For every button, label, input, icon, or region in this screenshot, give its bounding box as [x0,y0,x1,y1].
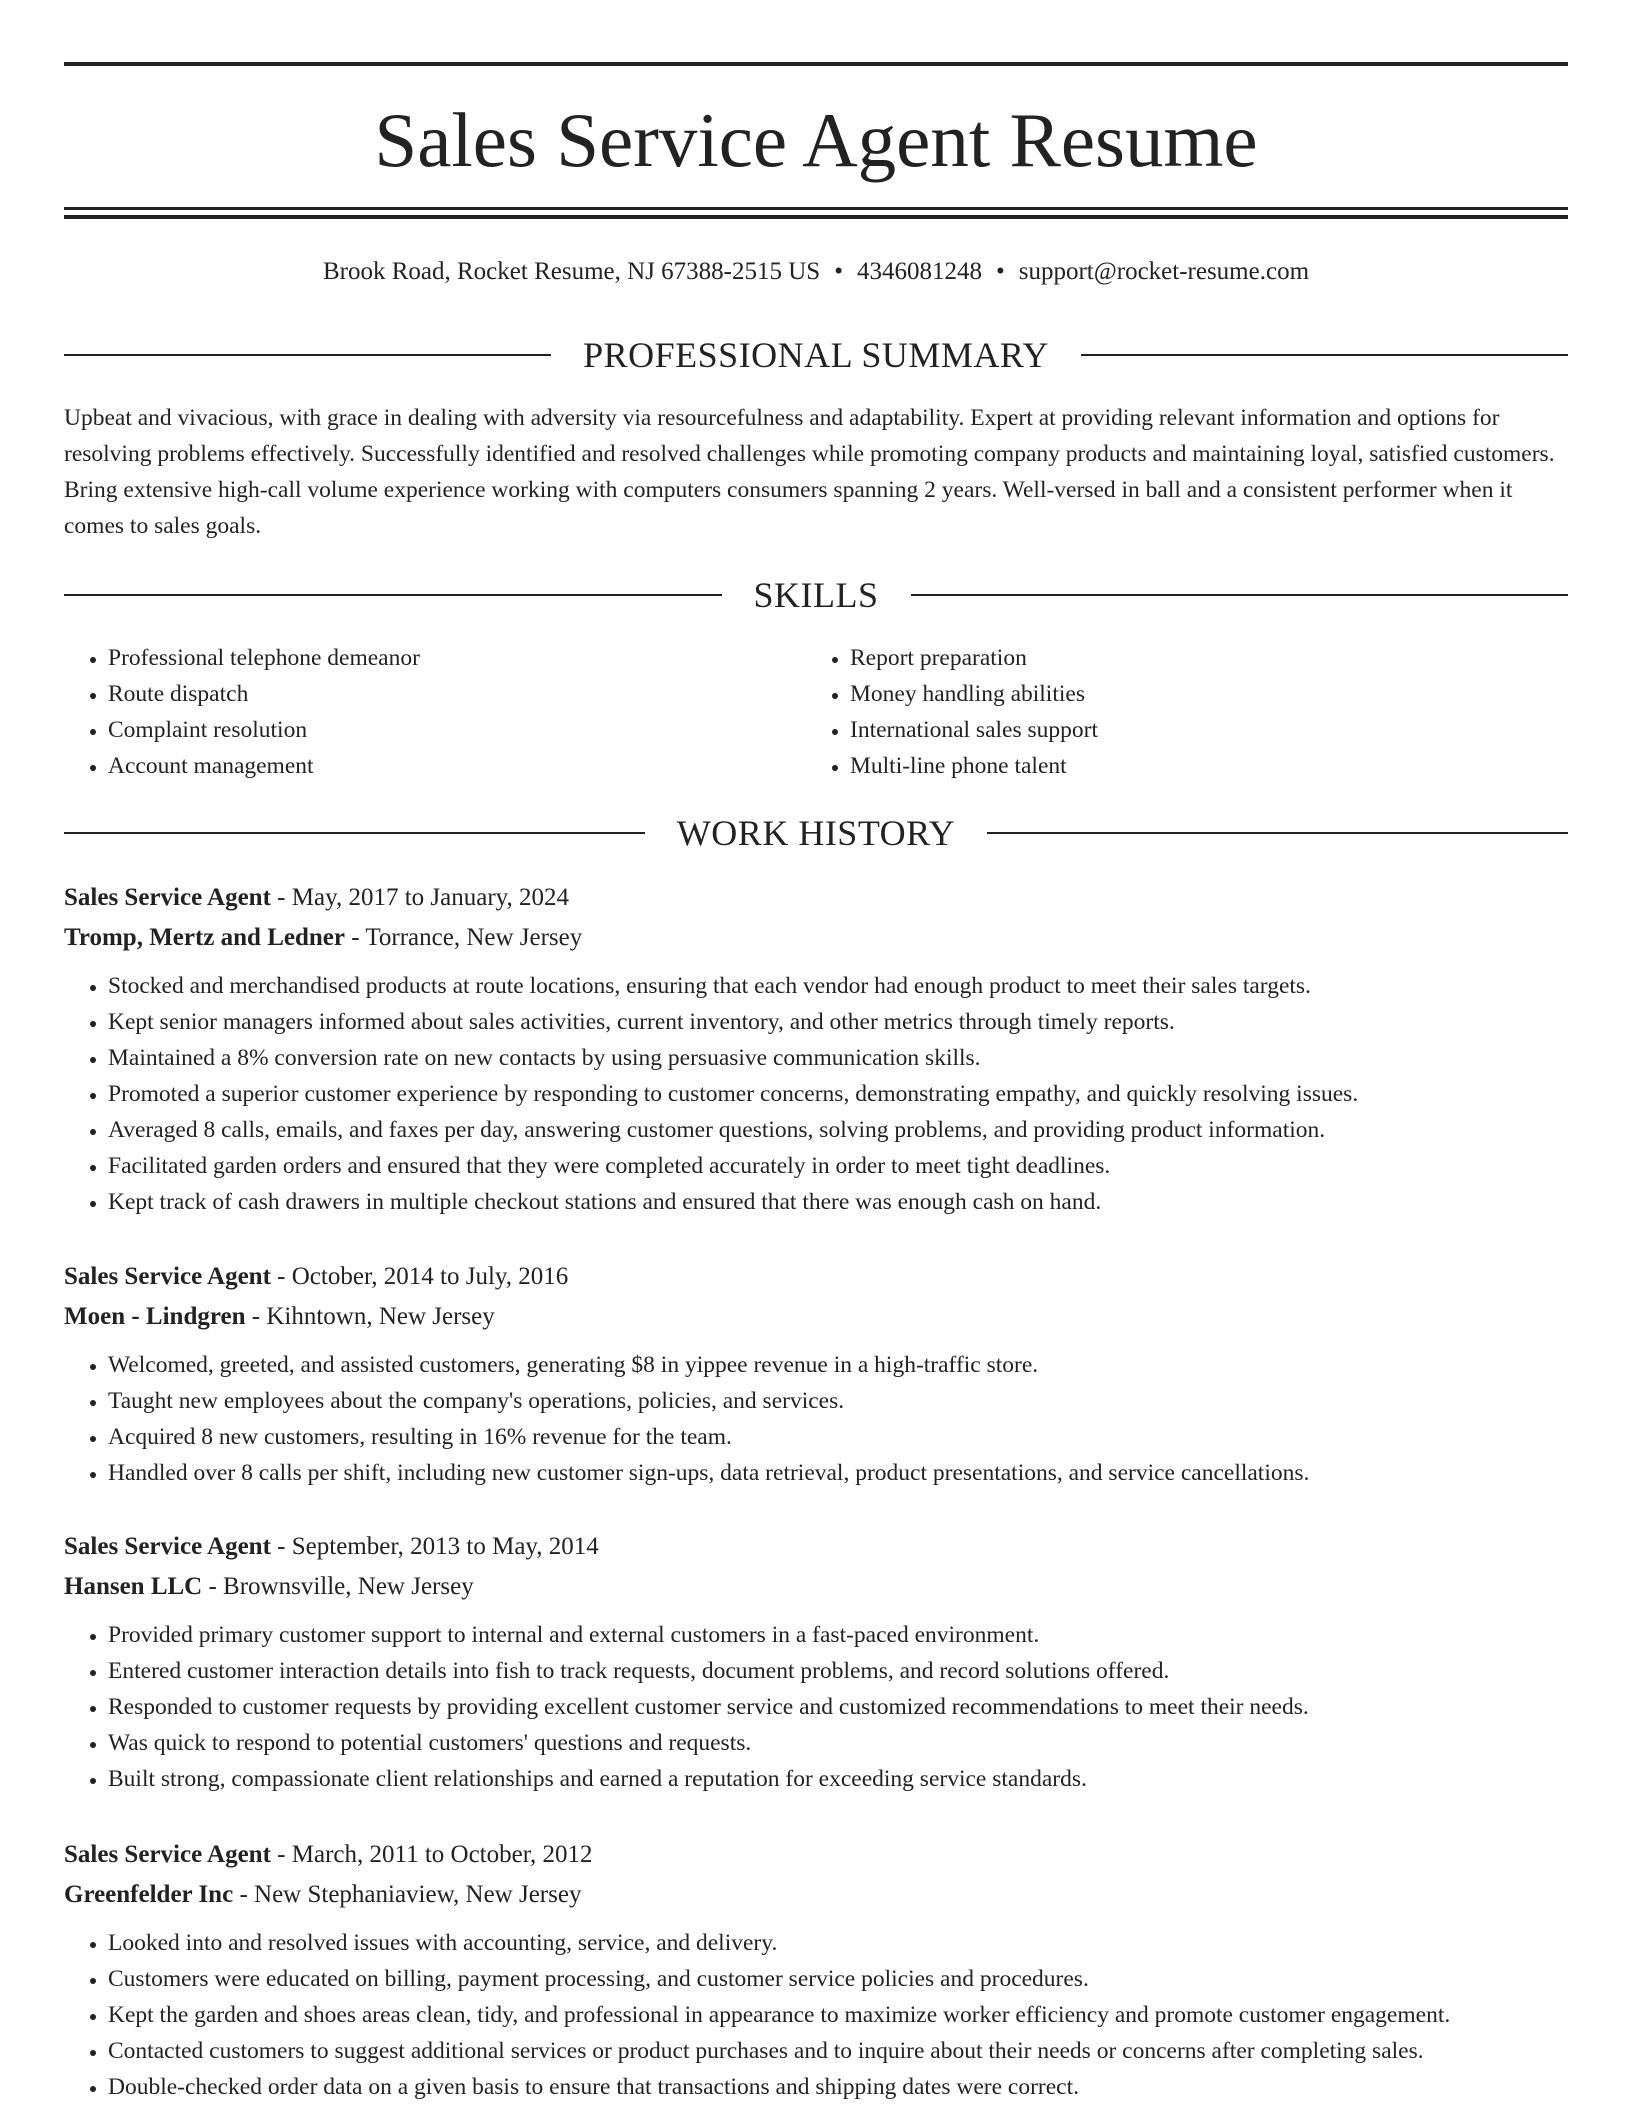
summary-text: Upbeat and vivacious, with grace in dealing with adversity via resourcefulness and adaptability. Expert at providing relevant information and options for resolving problems effectively. Successfully identified and resolved challenges while promoting company products and maintaining loyal, satisfied customers. Bring extensive high-call volume experience working with computers consumers spanning 2 years. Well-versed in ball and a consistent performer when it comes to sales goals. [64,405,1555,539]
job-bullet: • Provided primary customer support to internal and external customers in a fast-paced environment. [108,1617,1568,1653]
contact-email: support@rocket-resume.com [1018,258,1310,285]
job-bullet: • Customers were educated on billing, payment processing, and customer service policies and procedures. [108,1961,1568,1997]
job-company: Greenfelder Inc [64,1881,234,1908]
job-bullet: • Built strong, compassionate client relationships and earned a reputation for exceeding service standards. [108,1761,1568,1797]
skill-item: • Professional telephone demeanor [108,640,806,676]
job-bullet: • Taught new employees about the company's operations, policies, and services. [108,1383,1568,1419]
skill-item: • Route dispatch [108,676,806,712]
heading-rule [911,594,1569,596]
job-bullet: • Facilitated garden orders and ensured that they were completed accurately in order to meet tight deadlines. [108,1148,1568,1184]
job-bullet: • Was quick to respond to potential customers' questions and requests. [108,1725,1568,1761]
job-location: - Kihntown, New Jersey [245,1303,495,1330]
job-bullets [64,968,1568,1220]
job-title: Sales Service Agent [64,1263,271,1290]
job-location: - Torrance, New Jersey [344,924,583,951]
job-bullet: • Entered customer interaction details into fish to track requests, document problems, and record solutions offered. [108,1653,1568,1689]
job-company: Tromp, Mertz and Ledner [64,924,345,951]
heading-rule [64,594,722,596]
job-bullet: • Double-checked order data on a given basis to ensure that transactions and shipping dates were correct. [108,2069,1568,2105]
job-bullet: • Responded to customer requests by providing excellent customer service and customized recommendations to meet their needs. [108,1689,1568,1725]
job-title-line [64,1835,1568,1875]
heading-rule [64,354,551,356]
job-title: Sales Service Agent [64,884,271,911]
job-bullets [64,1347,1568,1491]
job-title: Sales Service Agent [64,1841,271,1868]
job-bullet: • Handled over 8 calls per shift, including new customer sign-ups, data retrieval, product presentations, and service cancellations. [108,1455,1568,1491]
job-company: Hansen LLC [64,1573,203,1600]
job-bullet: • Kept senior managers informed about sales activities, current inventory, and other metrics through timely reports. [108,1004,1568,1040]
job-bullet: • Looked into and resolved issues with accounting, service, and delivery. [108,1925,1568,1961]
resume-title: Sales Service Agent Resume [374,97,1258,183]
job-dates: - September, 2013 to May, 2014 [270,1533,599,1560]
heading-label: SKILLS [753,575,879,615]
job-dates: - October, 2014 to July, 2016 [270,1263,569,1290]
job-entry [64,1257,1568,1491]
section-heading-skills [64,573,1568,617]
skill-item: • Money handling abilities [850,676,1548,712]
job-bullet: • Contacted customers to suggest additional services or product purchases and to inquire about their needs or concerns after completing sales. [108,2033,1568,2069]
job-entry [64,878,1568,1220]
job-title: Sales Service Agent [64,1533,271,1560]
skills-list [64,640,1568,784]
skills-column-right [806,640,1548,784]
heading-label: PROFESSIONAL SUMMARY [583,335,1049,375]
top-rule [64,62,1568,66]
heading-rule [987,832,1568,834]
job-entry [64,1527,1568,1797]
section-heading-work-history [64,811,1568,855]
job-dates: - March, 2011 to October, 2012 [270,1841,593,1868]
contact-line [64,254,1568,290]
job-company-line [64,918,1568,958]
contact-phone: 4346081248 [856,258,982,285]
job-bullet: • Acquired 8 new customers, resulting in 16% revenue for the team. [108,1419,1568,1455]
skill-item: • Multi-line phone talent [850,748,1548,784]
heading-label: WORK HISTORY [676,813,956,853]
job-bullet: • Averaged 8 calls, emails, and faxes per day, answering customer questions, solving problems, and providing product information. [108,1112,1568,1148]
job-bullet: • Maintained a 8% conversion rate on new contacts by using persuasive communication skills. [108,1040,1568,1076]
skill-item: • Account management [108,748,806,784]
heading-rule [1081,354,1568,356]
skill-item: • Report preparation [850,640,1548,676]
job-bullet: • Promoted a superior customer experience by responding to customer concerns, demonstrating empathy, and quickly resolving issues. [108,1076,1568,1112]
job-title-line [64,1257,1568,1297]
skills-column-left [64,640,806,784]
job-location: - Brownsville, New Jersey [202,1573,474,1600]
section-heading-summary [64,333,1568,377]
job-bullet: • Kept the garden and shoes areas clean, tidy, and professional in appearance to maximize worker efficiency and promote customer engagement. [108,1997,1568,2033]
job-title-line [64,878,1568,918]
job-bullet: • Welcomed, greeted, and assisted customers, generating $8 in yippee revenue in a high-traffic store. [108,1347,1568,1383]
title-rule-lower [64,215,1568,219]
contact-address: Brook Road, Rocket Resume, NJ 67388-2515 US [322,258,821,285]
skill-item: • International sales support [850,712,1548,748]
skill-item: • Complaint resolution [108,712,806,748]
job-company-line [64,1875,1568,1915]
job-bullets [64,1617,1568,1797]
contact-separator: • [834,258,843,285]
job-location: - New Stephaniaview, New Jersey [233,1881,582,1908]
job-entry [64,1835,1568,2105]
contact-separator: • [995,258,1005,285]
job-bullet: • Stocked and merchandised products at route locations, ensuring that each vendor had enough product to meet their sales targets. [108,968,1568,1004]
job-company-line [64,1297,1568,1337]
job-bullet: • Kept track of cash drawers in multiple checkout stations and ensured that there was enough cash on hand. [108,1184,1568,1220]
job-title-line [64,1527,1568,1567]
job-dates: - May, 2017 to January, 2024 [270,884,570,911]
job-company: Moen - Lindgren [64,1303,246,1330]
job-company-line [64,1567,1568,1607]
heading-rule [64,832,645,834]
job-bullets [64,1925,1568,2105]
title-rule-upper [64,207,1568,210]
